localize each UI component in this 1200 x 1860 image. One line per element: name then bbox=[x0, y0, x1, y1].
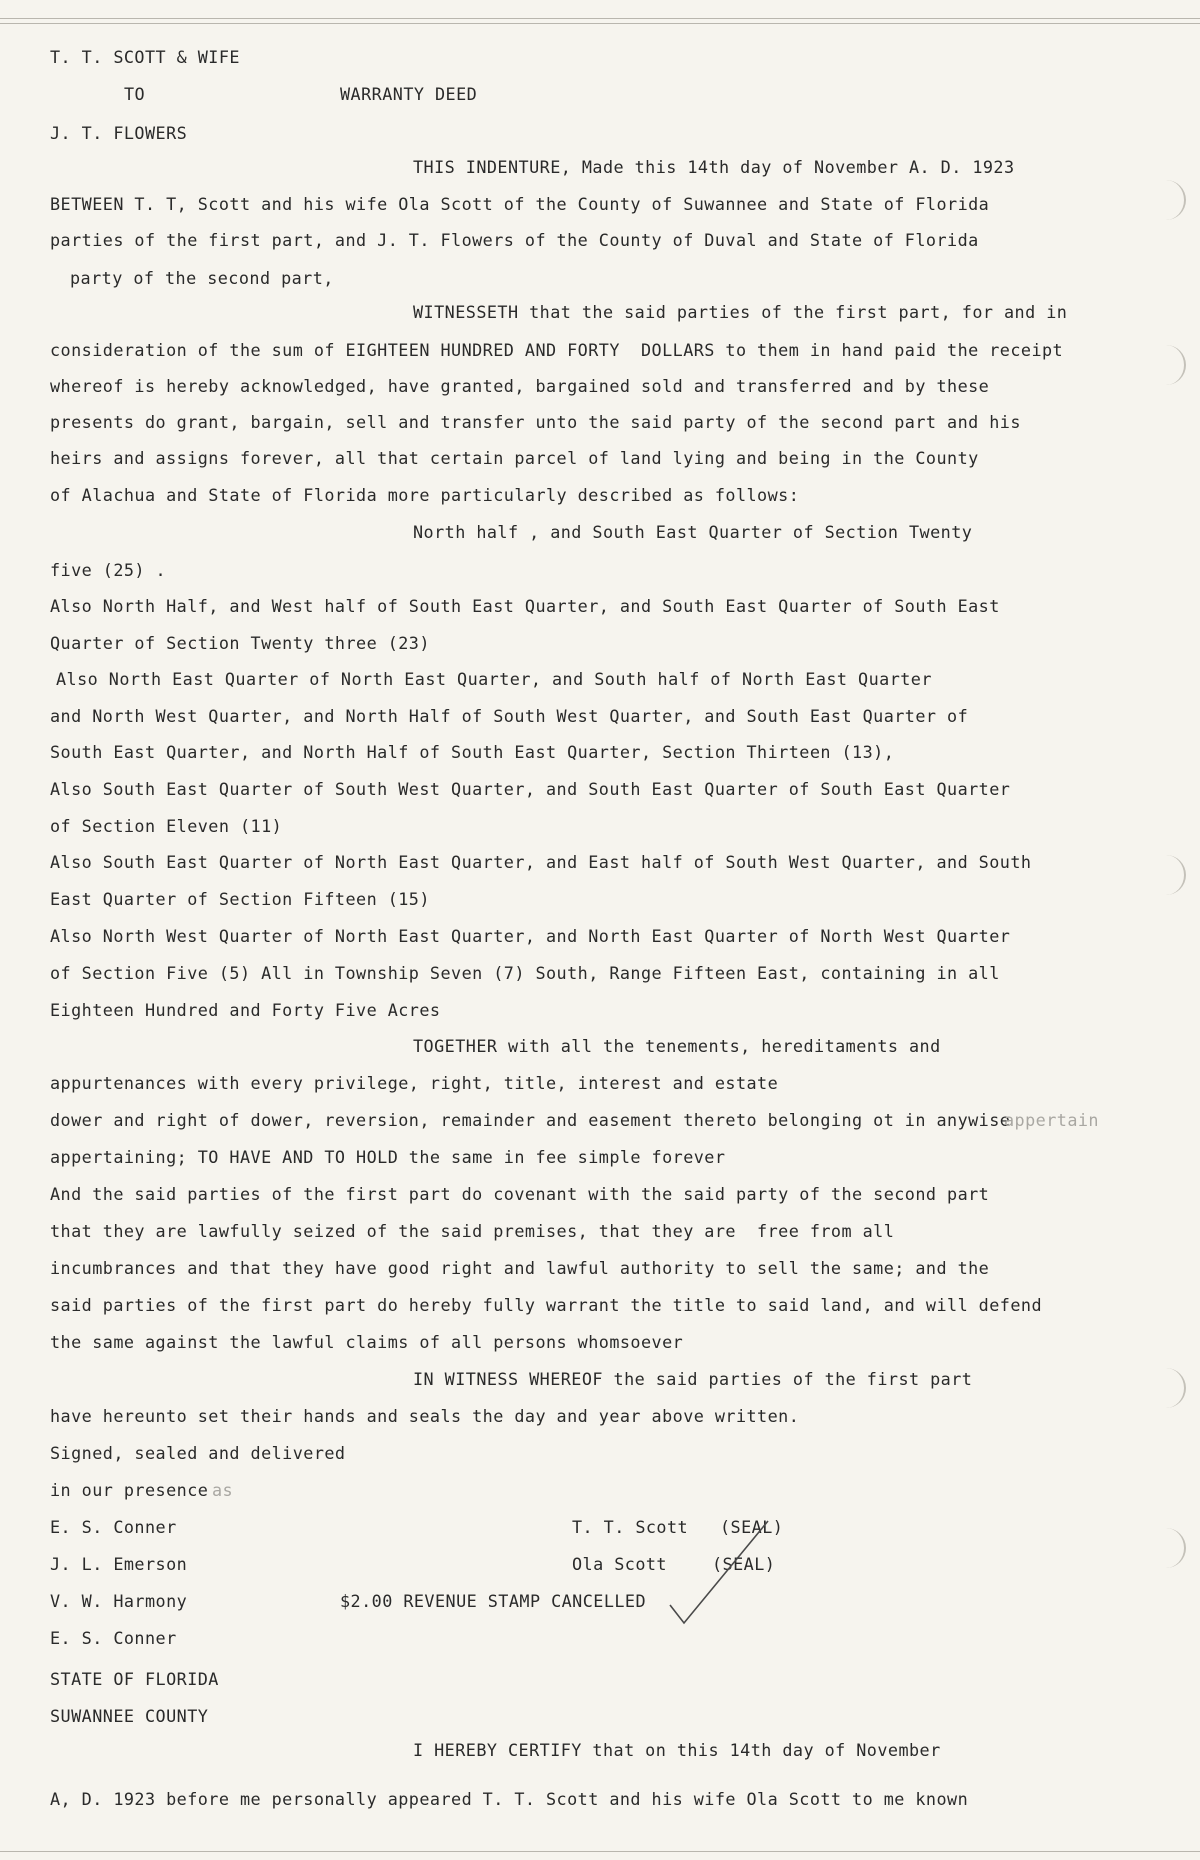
witness-name: E. S. Conner bbox=[50, 1517, 177, 1537]
body-line: said parties of the first part do hereby fully warrant the title to said land, and will defend bbox=[50, 1295, 1042, 1315]
signatory-name: T. T. Scott bbox=[572, 1517, 689, 1537]
to-heading: TO bbox=[124, 84, 146, 104]
document-title: WARRANTY DEED bbox=[340, 84, 478, 104]
body-line: heirs and assigns forever, all that certain parcel of land lying and being in the County bbox=[50, 448, 979, 468]
top-rule bbox=[0, 18, 1200, 19]
body-line: Quarter of Section Twenty three (23) bbox=[50, 633, 430, 653]
faint-overtyped-word: as bbox=[212, 1480, 234, 1500]
grantor-heading: T. T. SCOTT & WIFE bbox=[50, 47, 240, 67]
body-line: have hereunto set their hands and seals the day and year above written. bbox=[50, 1406, 800, 1426]
body-line: Eighteen Hundred and Forty Five Acres bbox=[50, 1000, 441, 1020]
body-line: dower and right of dower, reversion, remainder and easement thereto belonging ot in anywise bbox=[50, 1110, 1011, 1130]
punch-hole bbox=[1154, 345, 1186, 385]
body-line: appurtenances with every privilege, right, title, interest and estate bbox=[50, 1073, 779, 1093]
body-line: of Section Eleven (11) bbox=[50, 816, 283, 836]
body-line: whereof is hereby acknowledged, have granted, bargained sold and transferred and by these bbox=[50, 376, 990, 396]
body-line: the same against the lawful claims of all persons whomsoever bbox=[50, 1332, 684, 1352]
bottom-rule bbox=[0, 1851, 1200, 1852]
venue-state: STATE OF FLORIDA bbox=[50, 1669, 219, 1689]
witness-name: J. L. Emerson bbox=[50, 1554, 188, 1574]
body-line: Also North East Quarter of North East Quarter, and South half of North East Quarter bbox=[56, 669, 932, 689]
body-line: WITNESSETH that the said parties of the first part, for and in bbox=[413, 302, 1068, 322]
body-line: And the said parties of the first part do covenant with the said party of the second part bbox=[50, 1184, 990, 1204]
top-rule-2 bbox=[0, 23, 1200, 24]
body-line: Also South East Quarter of South West Quarter, and South East Quarter of South East Quarter bbox=[50, 779, 1011, 799]
body-line: party of the second part, bbox=[70, 268, 334, 288]
venue-county: SUWANNEE COUNTY bbox=[50, 1706, 209, 1726]
body-line: and North West Quarter, and North Half of South West Quarter, and South East Quarter of bbox=[50, 706, 969, 726]
body-line: consideration of the sum of EIGHTEEN HUNDRED AND FORTY DOLLARS to them in hand paid the receipt bbox=[50, 340, 1064, 360]
body-line: Also South East Quarter of North East Quarter, and East half of South West Quarter, and South bbox=[50, 852, 1032, 872]
body-line: five (25) . bbox=[50, 560, 167, 580]
body-line: Also North West Quarter of North East Quarter, and North East Quarter of North West Quarter bbox=[50, 926, 1011, 946]
faint-overtyped-word: appertain bbox=[1004, 1110, 1099, 1130]
body-line: TOGETHER with all the tenements, hereditaments and bbox=[413, 1036, 941, 1056]
signatory-name: Ola Scott bbox=[572, 1554, 667, 1574]
body-line: that they are lawfully seized of the said premises, that they are free from all bbox=[50, 1221, 895, 1241]
certificate-line: I HEREBY CERTIFY that on this 14th day of November bbox=[413, 1740, 941, 1760]
body-line: South East Quarter, and North Half of South East Quarter, Section Thirteen (13), bbox=[50, 742, 895, 762]
checkmark-icon bbox=[660, 1515, 780, 1635]
body-line: Also North Half, and West half of South East Quarter, and South East Quarter of South East bbox=[50, 596, 1000, 616]
body-line: presents do grant, bargain, sell and transfer unto the said party of the second part and his bbox=[50, 412, 1021, 432]
body-line: East Quarter of Section Fifteen (15) bbox=[50, 889, 430, 909]
body-line: incumbrances and that they have good right and lawful authority to sell the same; and the bbox=[50, 1258, 990, 1278]
witness-name: E. S. Conner bbox=[50, 1628, 177, 1648]
body-line: in our presence bbox=[50, 1480, 209, 1500]
body-line: of Alachua and State of Florida more particularly described as follows: bbox=[50, 485, 800, 505]
body-line: appertaining; TO HAVE AND TO HOLD the same in fee simple forever bbox=[50, 1147, 726, 1167]
witness-name: V. W. Harmony bbox=[50, 1591, 188, 1611]
body-line: THIS INDENTURE, Made this 14th day of November A. D. 1923 bbox=[413, 157, 1015, 177]
body-line: parties of the first part, and J. T. Flowers of the County of Duval and State of Florida bbox=[50, 230, 979, 250]
seal-mark: (SEAL) bbox=[712, 1554, 776, 1574]
body-line: IN WITNESS WHEREOF the said parties of the first part bbox=[413, 1369, 973, 1389]
body-line: BETWEEN T. T, Scott and his wife Ola Scott of the County of Suwannee and State of Florida bbox=[50, 194, 990, 214]
grantee-heading: J. T. FLOWERS bbox=[50, 123, 188, 143]
punch-hole bbox=[1154, 1528, 1186, 1568]
body-line: of Section Five (5) All in Township Seven (7) South, Range Fifteen East, containing in all bbox=[50, 963, 1000, 983]
revenue-stamp-note: $2.00 REVENUE STAMP CANCELLED bbox=[340, 1591, 647, 1611]
certificate-line: A, D. 1923 before me personally appeared T. T. Scott and his wife Ola Scott to me known bbox=[50, 1789, 969, 1809]
body-line: North half , and South East Quarter of Section Twenty bbox=[413, 522, 973, 542]
punch-hole bbox=[1154, 1368, 1186, 1408]
punch-hole bbox=[1154, 855, 1186, 895]
seal-mark: (SEAL) bbox=[720, 1517, 784, 1537]
punch-hole bbox=[1154, 180, 1186, 220]
body-line: Signed, sealed and delivered bbox=[50, 1443, 346, 1463]
